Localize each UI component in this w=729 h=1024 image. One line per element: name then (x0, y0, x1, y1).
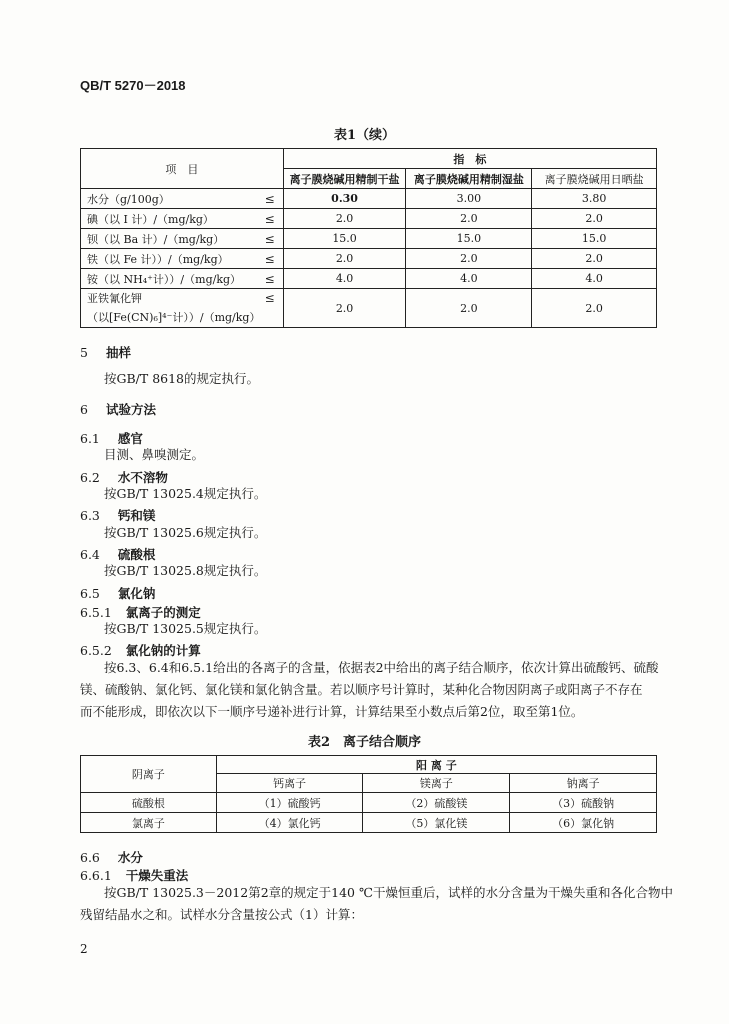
section-title: 干燥失重法 (125, 868, 189, 883)
table-cell: （4）氯化钙 (216, 813, 363, 833)
table1-header-item: 项 目 (81, 149, 284, 189)
table-cell: 2.0 (283, 289, 406, 328)
table1 (80, 148, 657, 328)
section-5-text: 按GB/T 8618的规定执行。 (104, 371, 260, 386)
table1-col-wet-salt: 离子膜烧碱用精制湿盐 (406, 169, 532, 189)
section-title: 氯化钠的计算 (125, 643, 201, 658)
row-label-line2: （以[Fe(CN)₆]⁴⁻计））/（mg/kg） (87, 311, 261, 324)
table2-col-calcium: 钙离子 (216, 774, 363, 793)
row-label: 铁（以 Fe 计））/（mg/kg） (87, 252, 229, 266)
section-title: 水不溶物 (117, 470, 168, 485)
le-sign: ≤ (264, 291, 275, 305)
section-number: 6.3 (80, 508, 100, 523)
table-cell: 3.80 (532, 189, 657, 209)
section-title: 感官 (117, 431, 143, 446)
section-number: 5 (80, 345, 88, 360)
table-cell: （5）氯化镁 (363, 813, 510, 833)
section-number: 6.5.1 (80, 605, 112, 620)
table-cell: 2.0 (283, 249, 406, 269)
paragraph-6-5-2-line: 而不能形成，即依次以下一顺序号递补进行计算，计算结果至小数点后第2位，取至第1位。 (80, 704, 584, 719)
table2-header-cation: 阳 离 子 (216, 756, 656, 774)
table-cell: 15.0 (283, 229, 406, 249)
subsection-6-5 (80, 584, 155, 602)
paragraph-6-6-1-line: 按GB/T 13025.3－2012第2章的规定于140 ℃干燥恒重后，试样的水分含量为干燥失重和各化合物中 (104, 885, 673, 900)
table2 (80, 755, 657, 833)
table-cell: 0.30 (283, 189, 406, 209)
row-label: 亚铁氰化钾 (87, 292, 142, 305)
paragraph-6-6-1-line: 残留结晶水之和。试样水分含量按公式（1）计算： (80, 907, 363, 922)
row-label: 氯离子 (81, 813, 217, 833)
table-cell: 4.0 (283, 269, 406, 289)
row-label: 碘（以 I 计）/（mg/kg） (87, 212, 214, 226)
table2-col-sodium: 钠离子 (510, 774, 657, 793)
table1-caption: 表1（续） (333, 128, 396, 143)
table1-header-indicator: 指 标 (283, 149, 656, 169)
table-cell: （1）硫酸钙 (216, 793, 363, 813)
section-6-heading (80, 400, 156, 418)
le-sign: ≤ (264, 251, 275, 266)
table-cell: 15.0 (532, 229, 657, 249)
table-cell: 2.0 (406, 209, 532, 229)
le-sign: ≤ (264, 211, 275, 226)
row-label: 水分（g/100g） (87, 192, 170, 206)
table1-col-dry-salt: 离子膜烧碱用精制干盐 (283, 169, 406, 189)
section-number: 6.6.1 (80, 868, 112, 883)
table-row (81, 249, 657, 269)
section-number: 6.4 (80, 547, 100, 562)
section-5-heading (80, 343, 131, 361)
section-number: 6.5.2 (80, 643, 112, 658)
table-cell: （2）硫酸镁 (363, 793, 510, 813)
row-label: 硫酸根 (81, 793, 217, 813)
table-cell: 2.0 (406, 289, 532, 328)
table-row (81, 189, 657, 209)
section-number: 6.5 (80, 586, 100, 601)
paragraph-6-5-2-line: 镁、硫酸钠、氯化钙、氯化镁和氯化钠含量。若以顺序号计算时，某种化合物因阴离子或阳离子不存在 (80, 682, 643, 697)
table-cell: 3.00 (406, 189, 532, 209)
table-cell: 2.0 (283, 209, 406, 229)
table2-col-magnesium: 镁离子 (363, 774, 510, 793)
section-title: 氯离子的测定 (125, 605, 201, 620)
le-sign: ≤ (264, 231, 275, 246)
section-number: 6.2 (80, 470, 100, 485)
section-title: 水分 (117, 850, 143, 865)
row-label: 铵（以 NH₄⁺计））/（mg/kg） (87, 272, 242, 286)
subsection-6-2-text: 按GB/T 13025.4规定执行。 (104, 486, 267, 501)
table-row (81, 209, 657, 229)
table-row (81, 813, 657, 833)
section-title: 氯化钠 (117, 586, 156, 601)
subsection-6-3-text: 按GB/T 13025.6规定执行。 (104, 525, 267, 540)
table-row (81, 229, 657, 249)
le-sign: ≤ (264, 271, 275, 286)
row-label: 钡（以 Ba 计）/（mg/kg） (87, 232, 225, 246)
section-title: 硫酸根 (117, 547, 156, 562)
page-number: 2 (80, 942, 88, 956)
table-cell: 15.0 (406, 229, 532, 249)
section-title: 钙和镁 (117, 508, 156, 523)
table-row (81, 289, 657, 328)
paragraph-6-5-2-line: 按6.3、6.4和6.5.1给出的各离子的含量，依据表2中给出的离子结合顺序，依次计算出硫酸钙、硫酸 (104, 660, 659, 675)
table2-caption: 表2 离子结合顺序 (307, 735, 422, 750)
section-title: 试验方法 (105, 402, 156, 417)
subsection-6-1-text: 目测、鼻嗅测定。 (104, 447, 205, 462)
standard-code: QB/T 5270－2018 (80, 78, 186, 93)
table-cell: 2.0 (532, 289, 657, 328)
table-row (81, 269, 657, 289)
section-number: 6 (80, 402, 88, 417)
table-cell: 4.0 (406, 269, 532, 289)
table-cell: 4.0 (532, 269, 657, 289)
section-number: 6.6 (80, 850, 100, 865)
subsection-6-5-1-text: 按GB/T 13025.5规定执行。 (104, 621, 267, 636)
table-cell: 2.0 (532, 249, 657, 269)
table2-header-anion: 阴离子 (81, 756, 217, 793)
section-title: 抽样 (105, 345, 131, 360)
section-number: 6.1 (80, 431, 100, 446)
section-6-6-heading (80, 848, 143, 866)
table1-col-solar-salt: 离子膜烧碱用日晒盐 (532, 169, 657, 189)
le-sign: ≤ (264, 191, 275, 206)
table-cell: 2.0 (406, 249, 532, 269)
subsection-6-4-text: 按GB/T 13025.8规定执行。 (104, 563, 267, 578)
table-cell: （3）硫酸钠 (510, 793, 657, 813)
table-cell: 2.0 (532, 209, 657, 229)
table-cell: （6）氯化钠 (510, 813, 657, 833)
table-row (81, 793, 657, 813)
